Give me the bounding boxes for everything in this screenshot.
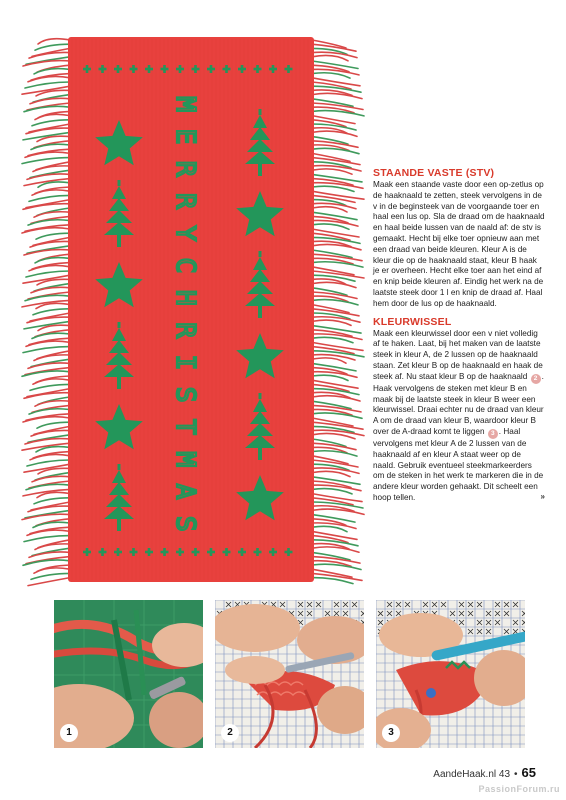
plus-mark [114,68,122,71]
vertical-letter: S [170,516,200,532]
plus-mark [223,551,231,554]
step-photo-2-image [215,600,364,748]
plus-mark [83,551,91,554]
fringe-strand [312,564,361,569]
tree-trunk [258,448,262,460]
step-photo-3-image [376,600,525,748]
section-body-stv: Maak een staande vaste door een op-zetlus op de haaknaald te zetten, steek vervolgens in de v in de beginsteek van de voorgaande toer en haal een lus op. Sla de draad om de haaknaald en haal beide lussen van de naald af: de stv is gemaakt. Hecht bij elke toer opnieuw aan met een draad van beide kleuren. Kleur A is de kleur die op de haaknaald staat, kleur B haak je er overheen. Hecht elke toer aan het eind af en knip beide kleuren af. Eindig het werk na de laatste steek door 1 l en knip de draad af. Haal hem door de lus op de haaknaald. [373,180,545,308]
fringe-strand [25,152,70,157]
fringe-strand [29,265,70,270]
step-photo-badge-3: 3 [382,724,400,742]
fringe-strand [28,76,70,81]
plus-mark [285,551,293,554]
page-footer [433,765,536,780]
footer-bullet: • [514,769,518,780]
kleurwissel-part-2: . Haak vervolgens de steken met kleur B en maak bij de laatste steek in kleur B weer een kleurwissel. Draai echter nu de draad van kleur A om de draad van kleur B, waardoor kleur B over de A-draad komt te liggen [373,371,544,436]
tree-trunk [258,306,262,318]
plus-mark [254,551,262,554]
fringe-strand [312,207,347,212]
fringe-strand [26,484,70,489]
section-heading-kleurwissel: KLEURWISSEL [373,315,452,328]
plus-mark [269,551,277,554]
fringe-strand [312,320,351,325]
fringe-strand [312,358,346,363]
fringe-strand [312,131,357,136]
fringe-strand [25,295,70,300]
fringe-strand [22,371,70,376]
fringe-strand [312,494,362,502]
fringe-strand [35,114,70,119]
vertical-letter: C [170,257,200,274]
page-number: 65 [521,765,536,780]
step-photo-badge-1: 1 [60,724,78,742]
vertical-letter: R [170,193,200,209]
tree-tip [259,251,262,257]
fringe-strand [312,396,360,401]
kleurwissel-part-1: Maak een kleurwissel door een v niet volledig af te haken. Laat, bij het maken van de laatste steek in kleur A, de 2 lussen op de haaknaald staan. Zet kleur B op de haaknaald en haak de steek af. Nu staat kleur B op de haaknaald [373,328,543,381]
tree-tip [118,180,121,186]
fringe-strand [312,526,347,531]
vertical-letter: M [170,451,200,468]
plus-mark [130,551,138,554]
fringe-strand [312,300,358,305]
fringe-strand [312,191,364,199]
plus-mark [130,68,138,71]
fringe-strand [23,417,70,422]
plus-mark [254,68,262,71]
plus-mark [161,68,169,71]
tree-trunk [117,377,121,389]
tree-tip [259,109,262,115]
tree-tip [259,393,262,399]
fringe-strand [312,337,353,342]
fringe-strand [28,220,70,225]
plus-mark [176,551,184,554]
fringe-strand [38,39,70,44]
fringe-strand [24,106,70,111]
fringe-strand [312,509,364,514]
section-body-kleurwissel [373,329,545,504]
fringe-strand [312,375,348,380]
section-heading-stv: STAANDE VASTE (STV) [373,167,495,179]
step-photo-badge-2: 2 [221,724,239,742]
fringe-strand [312,547,359,552]
fringe-strand [23,560,70,565]
vertical-letter: S [170,386,200,403]
fringe-strand [29,409,70,414]
tree-tip [118,464,121,470]
vertical-letter: H [170,290,200,306]
instructions-column [373,167,545,504]
kleurwissel-part-3: . Haal vervolgens met kleur A de 2 lussen van de haaknaald af en kleur A staat weer op de naald. Gebruik eventueel steekmarkeerders om de steken in het werk te markeren die in de andere kleur worden gehaakt. Dit scheelt een hoop tellen. [373,426,544,502]
vertical-letter: R [170,322,200,338]
fringe-strand [33,379,70,384]
fringe-strand [312,186,354,191]
runner-photo [0,0,368,592]
plus-mark [145,551,153,554]
plus-mark [269,68,277,71]
fringe-strand [33,522,70,527]
fringe-strand [26,341,70,346]
step-photo-1-image [54,600,203,748]
fringe-strand [312,471,350,476]
fringe-strand [312,282,356,287]
fringe-strand [22,228,70,233]
fringe-strand [312,262,363,267]
fringe-strand [312,433,355,438]
fringe-strand [312,451,357,456]
fringe-strand [312,224,349,229]
plus-mark [161,551,169,554]
fringe-strand [32,190,70,195]
plus-mark [285,68,293,71]
fringe-strand [30,454,70,459]
fringe-strand [312,73,350,78]
vertical-letter: M [170,96,200,112]
vertical-letter: T [170,419,200,435]
fringe-strand [27,530,70,535]
magazine-name: AandeHaak.nl 43 [433,769,511,780]
fringe-strand [312,148,359,153]
step-photo-3 [376,600,525,748]
fringe-left [22,39,70,586]
fringe-strand [312,413,362,418]
fringe-strand [312,489,352,494]
plus-mark [192,68,200,71]
fringe-strand [312,55,348,60]
tree-tip [118,322,121,328]
runner-body [68,37,314,582]
vertical-letter: E [170,128,200,145]
fringe-strand [34,568,70,573]
plus-mark [207,68,215,71]
plus-mark [83,68,91,71]
vertical-letter: R [170,160,200,177]
step-badge-3: 3 [488,429,498,439]
fringe-strand [312,342,363,350]
fringe-strand [34,69,70,74]
step-photo-2 [215,600,364,748]
vertical-letter: I [170,354,200,371]
fringe-strand [32,333,70,338]
plus-mark [99,551,107,554]
plus-mark [238,68,246,71]
fringe-strand [35,258,70,263]
step-badge-2: 2 [531,374,541,384]
fringe-strand [312,93,362,98]
fringe-strand [31,144,70,149]
step-photo-1 [54,600,203,748]
continue-arrow: » [540,491,545,501]
fringe-right [312,40,364,584]
plus-mark [238,551,246,554]
plus-mark [176,68,184,71]
fringe-strand [312,169,352,174]
plus-mark [192,551,200,554]
fringe-strand [312,244,361,249]
vertical-letter: A [170,483,200,500]
vertical-letter: Y [170,225,200,242]
fringe-strand [312,111,364,116]
tree-trunk [258,164,262,176]
plus-mark [207,551,215,554]
plus-mark [223,68,231,71]
watermark: PassionForum.ru [478,784,560,794]
plus-mark [145,68,153,71]
plus-mark [99,68,107,71]
tree-trunk [117,519,121,531]
plus-mark [114,551,122,554]
tree-trunk [117,235,121,247]
